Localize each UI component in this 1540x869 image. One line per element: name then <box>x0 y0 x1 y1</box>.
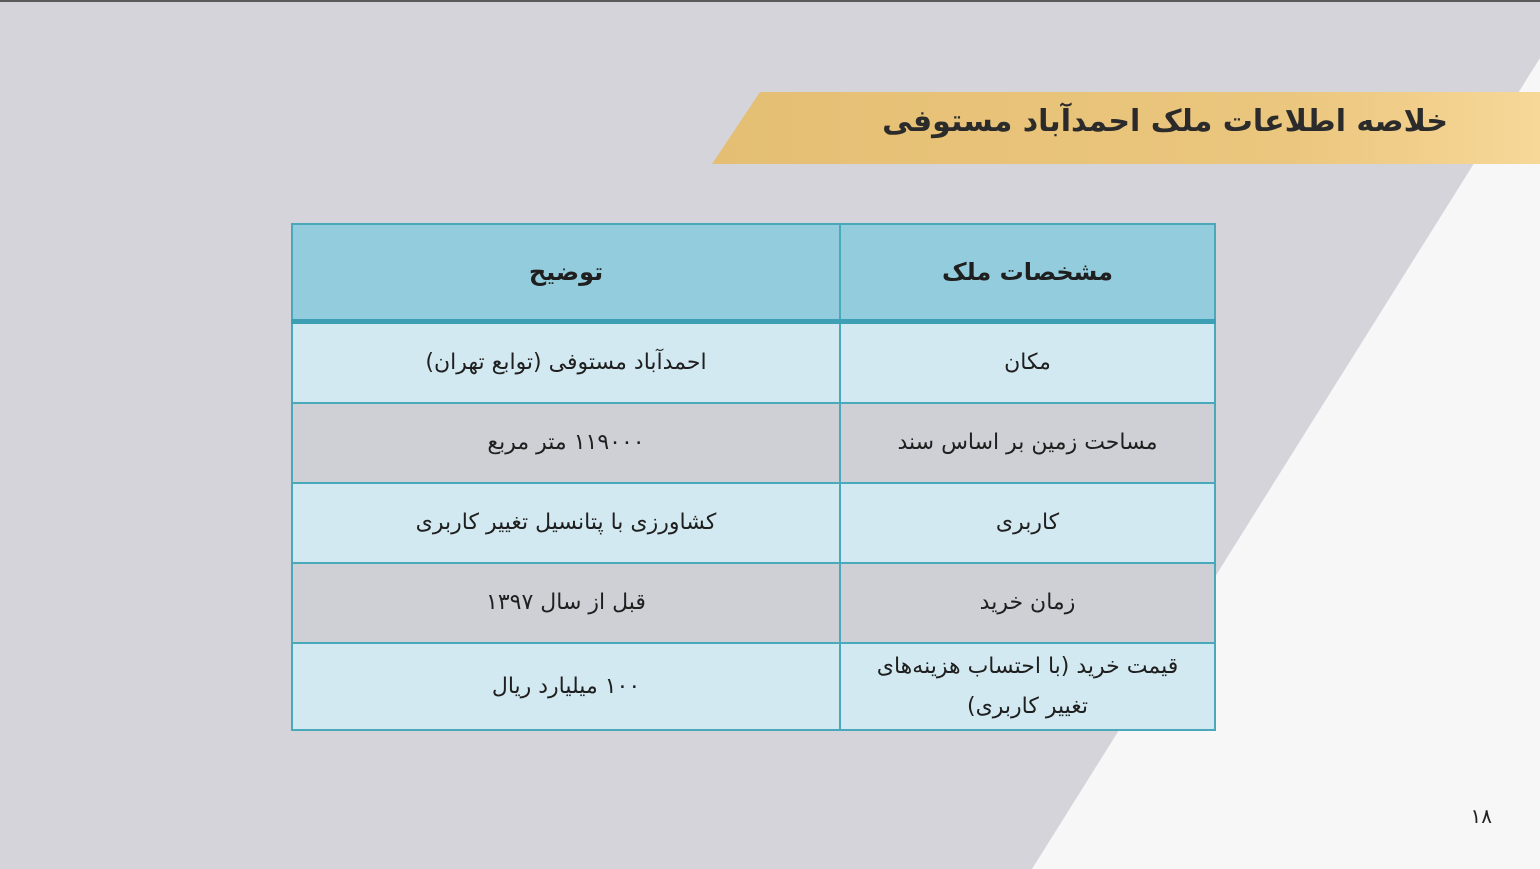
row-usage-property: کاربری <box>840 483 1215 563</box>
slide-title: خلاصه اطلاعات ملک احمدآباد مستوفی <box>882 104 1448 139</box>
table-row <box>292 563 1215 643</box>
table-row <box>292 403 1215 483</box>
top-border-line <box>0 0 1540 2</box>
row-usage-description: کشاورزی با پتانسیل تغییر کاربری <box>292 483 840 563</box>
row-purchase-price-description: ۱۰۰ میلیارد ریال <box>292 643 840 730</box>
row-area-description: ۱۱۹۰۰۰ متر مربع <box>292 403 840 483</box>
page-number: ۱۸ <box>1470 804 1492 828</box>
row-area-property: مساحت زمین بر اساس سند <box>840 403 1215 483</box>
row-purchase-price-property: قیمت خرید (با احتساب هزینه‌های تغییر کاربری) <box>840 643 1215 730</box>
row-purchase-time-description: قبل از سال ۱۳۹۷ <box>292 563 840 643</box>
table-header-row <box>292 224 1215 322</box>
row-location-description: احمدآباد مستوفی (توابع تهران) <box>292 322 840 404</box>
table-row <box>292 483 1215 563</box>
header-description: توضیح <box>292 224 840 322</box>
property-info-table <box>291 223 1216 731</box>
table-row <box>292 643 1215 730</box>
row-location-property: مکان <box>840 322 1215 404</box>
row-purchase-time-property: زمان خرید <box>840 563 1215 643</box>
table-row <box>292 322 1215 404</box>
header-property: مشخصات ملک <box>840 224 1215 322</box>
